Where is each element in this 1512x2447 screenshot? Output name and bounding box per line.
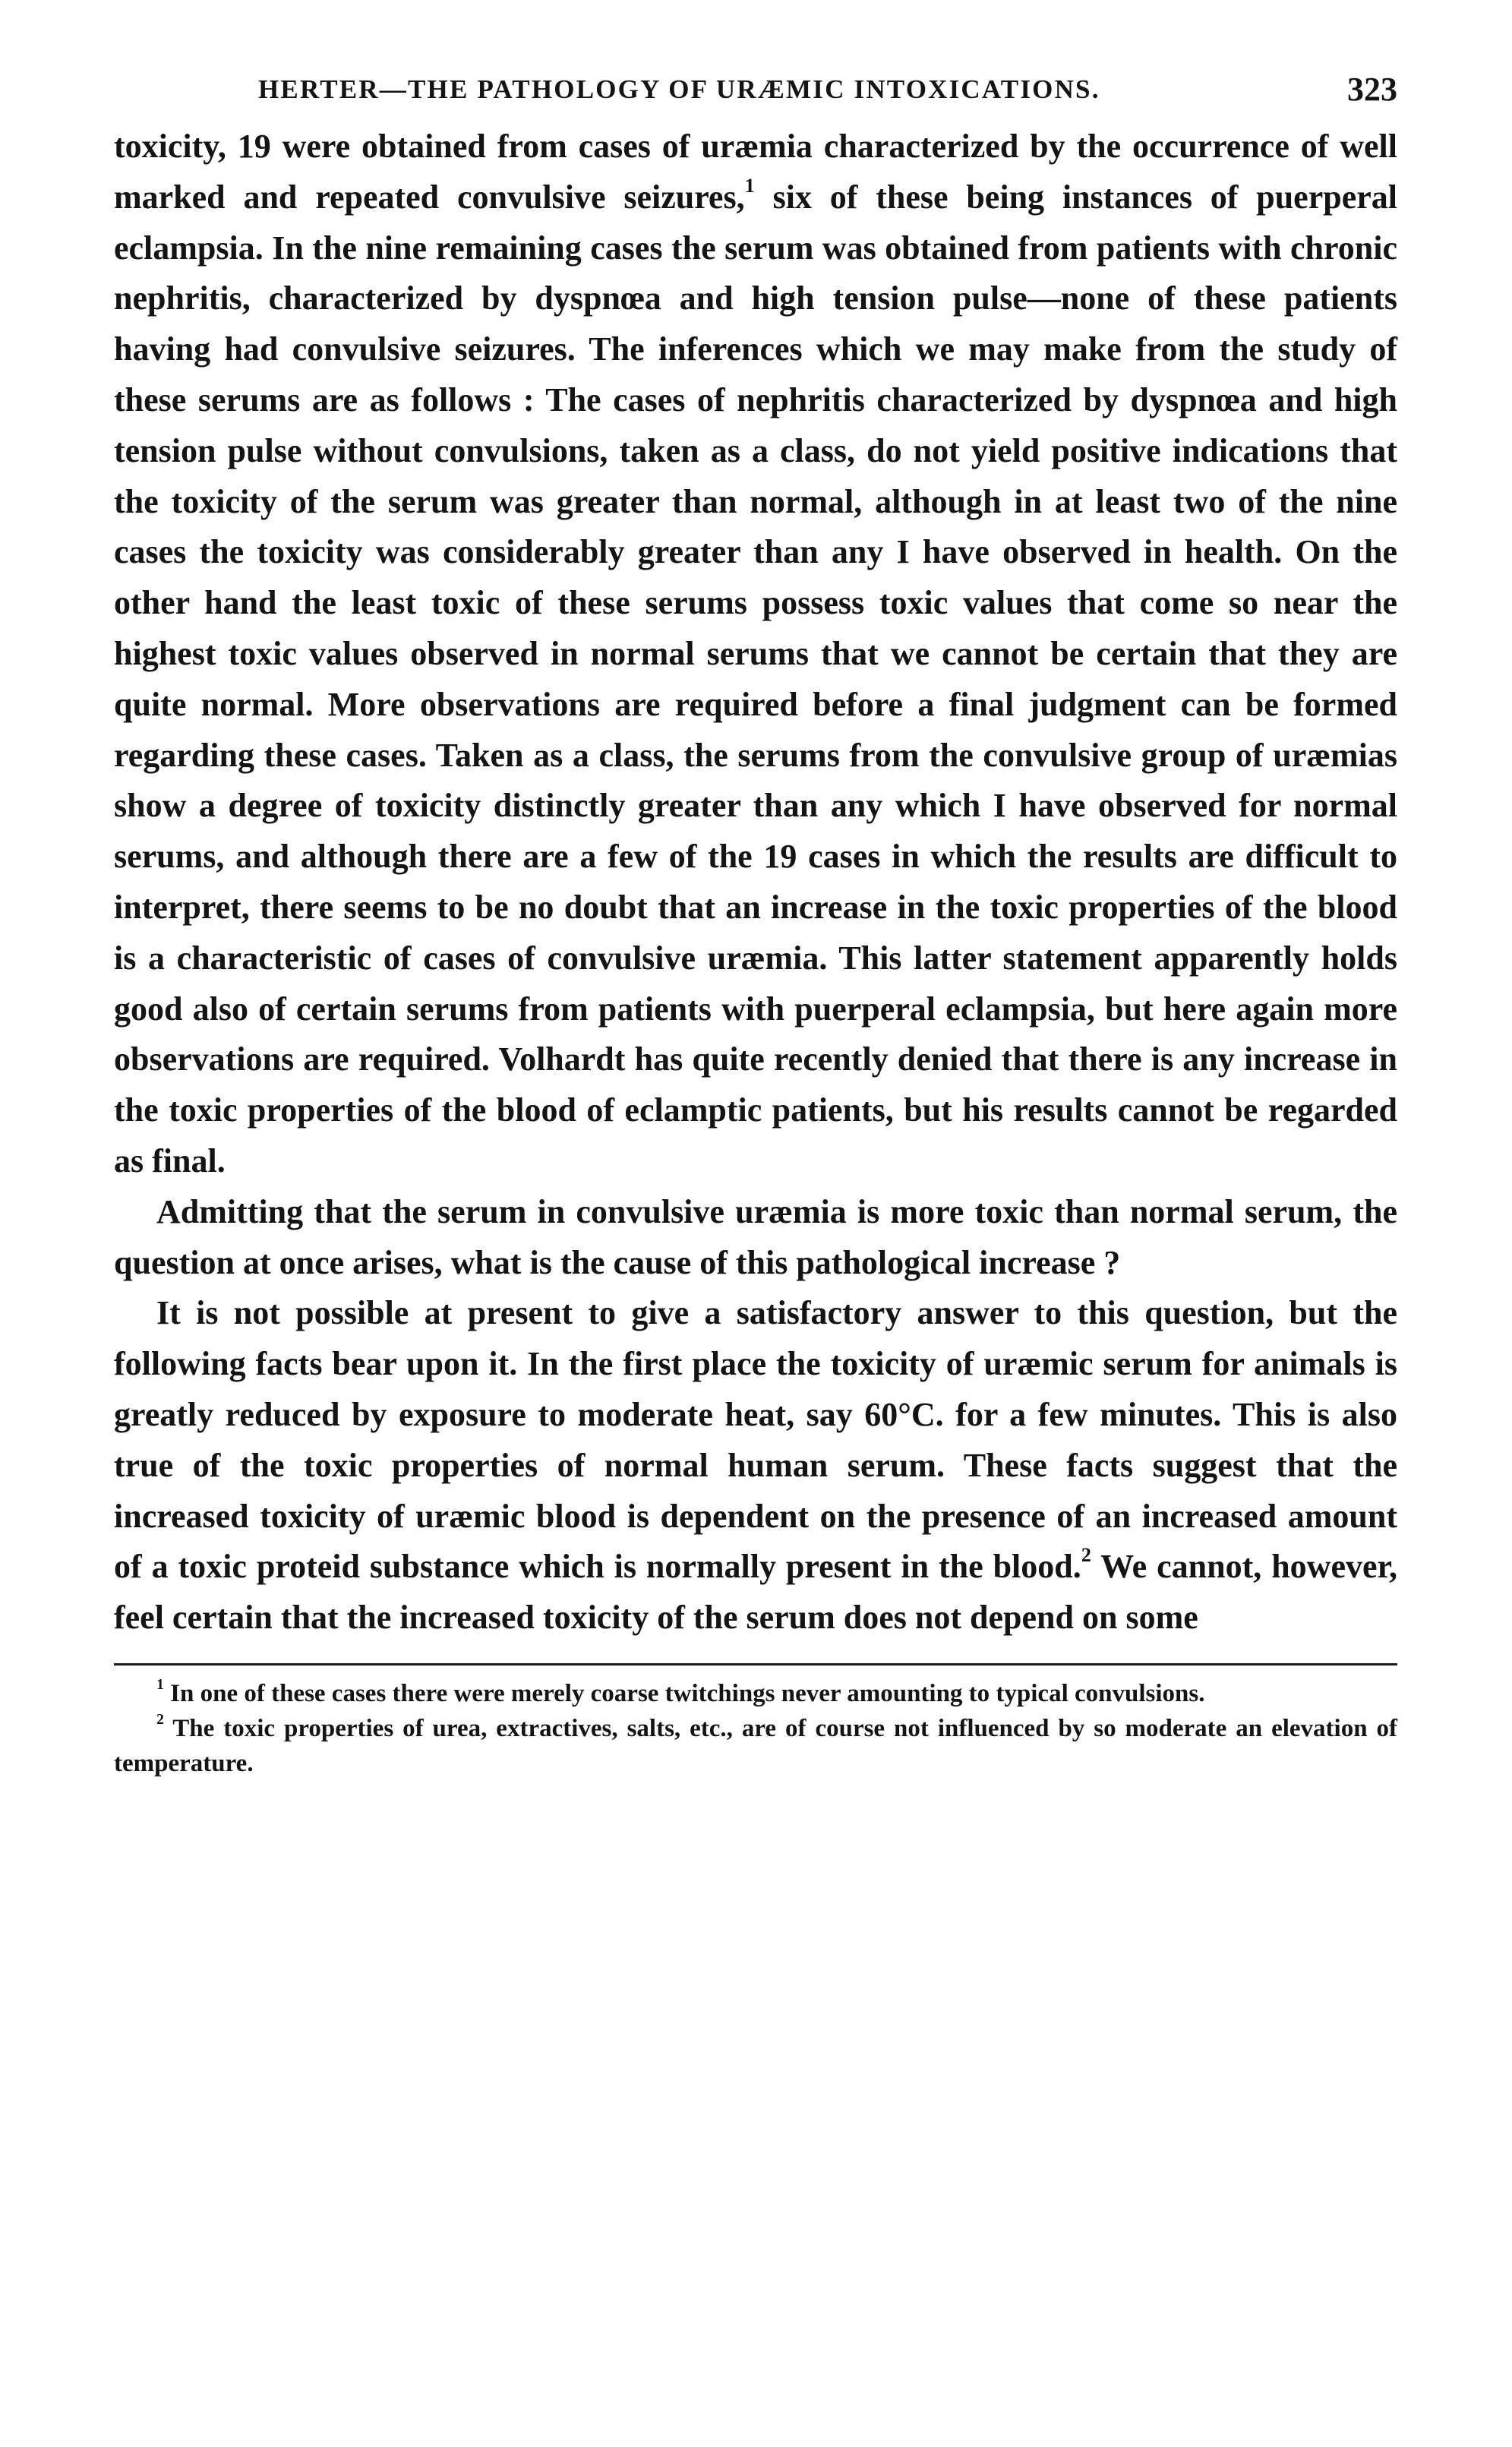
running-title: HERTER—THE PATHOLOGY OF URÆMIC INTOXICATIONS. — [258, 74, 1100, 104]
footnote-1-mark: 1 — [156, 1676, 164, 1694]
footnote-1 — [114, 1676, 1397, 1711]
running-header — [114, 61, 1397, 122]
footnote-ref-2: 2 — [1081, 1543, 1091, 1567]
footnote-ref-1: 1 — [744, 173, 755, 197]
paragraph-3-text-a: It is not possible at present to give a satisfactory answer to this question, but the following facts bear upon it. In the first place the toxicity of uræmic serum for animals is greatly reduced by exposure to moderate heat, say 60°C. for a few minutes. This is also true of the toxic properties of normal human serum. These facts suggest that the increased toxicity of uræmic blood is dependent on the presence of an increased amount of a toxic proteid substance which is normally present in the blood. — [114, 1294, 1397, 1586]
footnote-2-mark: 2 — [156, 1711, 164, 1729]
page-number: 323 — [1347, 71, 1397, 108]
paragraph-3 — [114, 1288, 1397, 1643]
page — [114, 61, 1397, 2415]
paragraph-1 — [114, 122, 1397, 1187]
body-text — [114, 122, 1397, 1643]
paragraph-2: Admitting that the serum in convulsive uræmia is more toxic than normal serum, the question at once arises, what is the cause of this pathological increase ? — [114, 1192, 1397, 1281]
footnote-2-text: The toxic properties of urea, extractives, salts, etc., are of course not influenced by so moderate an elevation of temperature. — [114, 1714, 1397, 1777]
footnotes — [114, 1676, 1397, 1781]
footnote-1-text: In one of these cases there were merely coarse twitchings never amounting to typical convulsions. — [163, 1679, 1205, 1707]
paragraph-3-text-b: We cannot, however, feel certain that the increased toxicity of the serum does not depend on some — [114, 1548, 1398, 1637]
footnote-rule — [114, 1663, 1397, 1666]
paragraph-1-text-a: toxicity, 19 were obtained from cases of uræmia characterized by the occurrence of well marked and repeated convulsive seizures, — [114, 128, 1397, 216]
footnote-2 — [114, 1711, 1397, 1781]
paragraph-1-text-b: six of these being instances of puerperal eclampsia. In the nine remaining cases the serum was obtained from patients with chronic nephritis, characterized by dyspnœa and high tension pulse—none of these patients having had convulsive seizures. The inferences which we may make from the study of these serums are as follows : The cases of nephritis characterized by dyspnœa and high tension pulse without convulsions, taken as a class, do not yield positive indications that the toxicity of the serum was greater than normal, although in at least two of the nine cases the toxicity was considerably greater than any I have observed in health. On the other hand the least toxic of these serums possess toxic values that come so near the highest toxic values observed in normal serums that we cannot be certain that they are quite normal. More observations are required before a final judgment can be formed regarding these cases. Taken as a class, the serums from the convulsive group of uræmias show a degree of toxicity distinctly greater than any which I have observed for normal serums, and although there are a few of the 19 cases in which the results are difficult to interpret, there seems to be no doubt that an increase in the toxic properties of the blood is a characteristic of cases of convulsive uræmia. This latter statement apparently holds good also of certain serums from patients with puerperal eclampsia, but here again more observations are required. Volhardt has quite recently denied that there is any increase in the toxic properties of the blood of eclamptic patients, but his results cannot be regarded as final. — [114, 178, 1397, 1179]
